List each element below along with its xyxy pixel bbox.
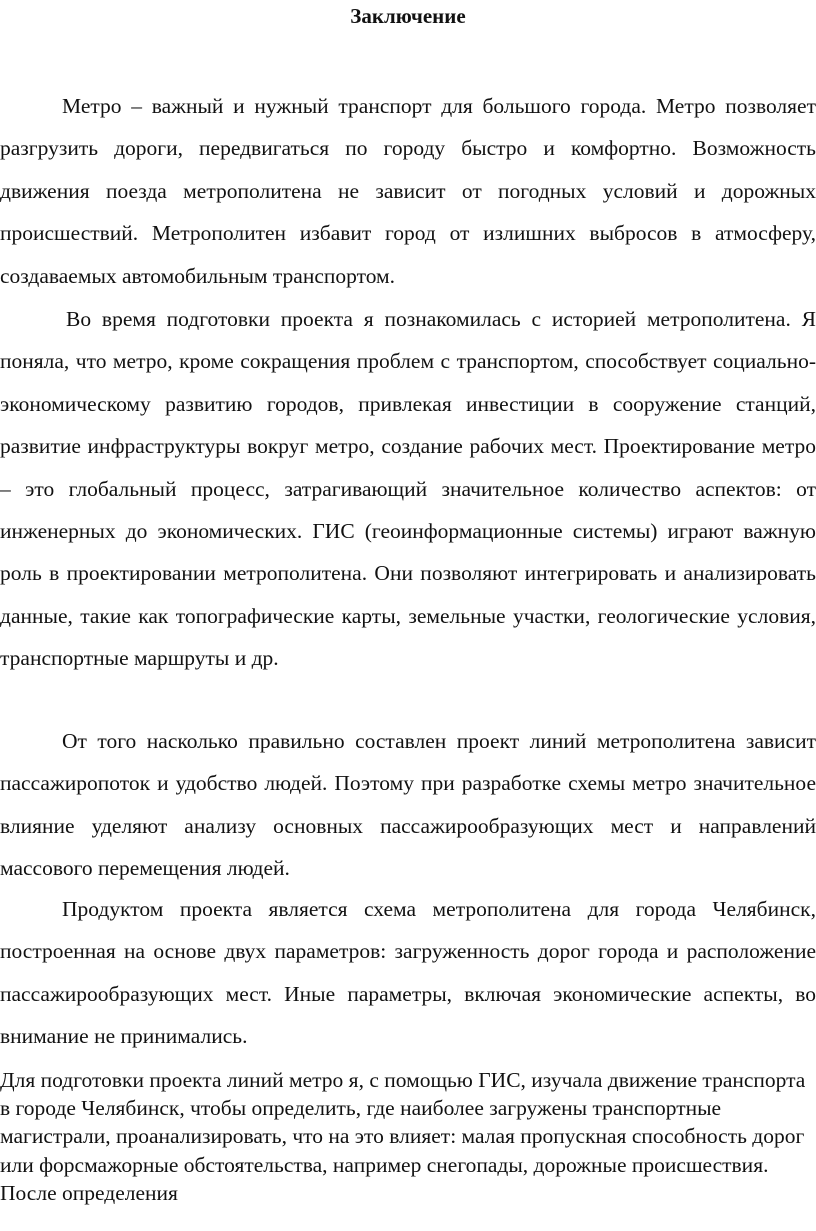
- paragraph-project-product: Продуктом проекта является схема метрополитена для города Челябинск, построенная на основе двух параметров: загруженность дорог города и расположение пассажирообразующих мест. Иные параметры, включая экономические аспекты, во внимание не принимались.: [0, 897, 816, 1049]
- paragraph-passenger-flow: От того насколько правильно составлен проект линий метрополитена зависит пассажиропоток и удобство людей. Поэтому при разработке схемы метро значительное влияние уделяют анализу основных пассажирообразующих мест и направлений массового перемещения людей.: [0, 729, 816, 881]
- document-title: Заключение: [350, 4, 466, 28]
- paragraph-metro-importance: Метро – важный и нужный транспорт для большого города. Метро позволяет разгрузить дороги, передвигаться по городу быстро и комфортно. Возможность движения поезда метрополитена не зависит от погодных условий и дорожных происшествий. Метрополитен избавит город от излишних выбросов в атмосферу, создаваемых автомобильным транспортом.: [0, 94, 816, 288]
- paragraph-gis-study: Для подготовки проекта линий метро я, с помощью ГИС, изучала движение транспорта в городе Челябинск, чтобы определить, где наиболее загружены транспортные магистрали, проанализировать, что на это влияет: малая пропускная способность дорог или форсмажорные обстоятельства, например снегопады, дорожные происшествия. После определения: [0, 1068, 806, 1205]
- paragraph-project-preparation: Во время подготовки проекта я познакомилась с историей метрополитена. Я поняла, что метро, кроме сокращения проблем с транспортом, способствует социально-экономическому развитию городов, привлекая инвестиции в сооружение станций, развитие инфраструктуры вокруг метро, создание рабочих мест. Проектирование метро – это глобальный процесс, затрагивающий значительное количество аспектов: от инженерных до экономических. ГИС (геоинформационные системы) играют важную роль в проектировании метрополитена. Они позволяют интегрировать и анализировать данные, такие как топографические карты, земельные участки, геологические условия, транспортные маршруты и др.: [0, 307, 816, 671]
